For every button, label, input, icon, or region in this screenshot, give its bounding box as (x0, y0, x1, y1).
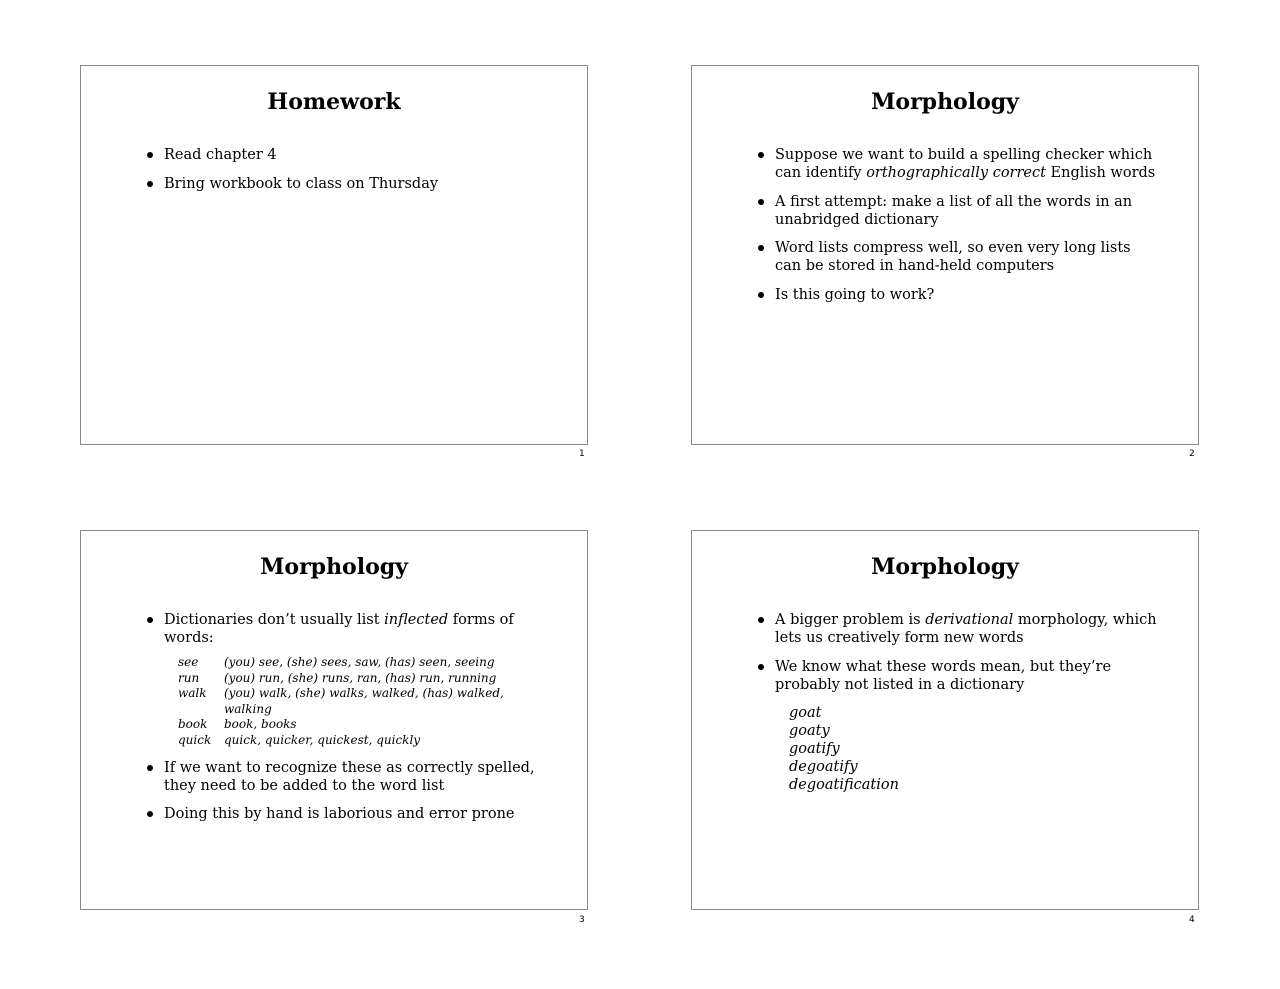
bullet-item (775, 658, 1159, 794)
emphasis-text: orthographically correct (866, 165, 1046, 181)
slide-2 (691, 65, 1199, 445)
table-row (178, 733, 544, 749)
bullet-item: Doing this by hand is laborious and error prone (164, 805, 544, 823)
slide-3 (80, 530, 588, 910)
bullet-item: Read chapter 4 (164, 146, 564, 164)
emphasis-text: inflected (384, 612, 449, 628)
slide-title: Morphology (260, 554, 408, 580)
table-cell-forms: quick, quicker, quickest, quickly (224, 732, 421, 747)
slide-title: Morphology (871, 89, 1019, 115)
bullet-item: A first attempt: make a list of all the words in an unabridged dictionary (775, 193, 1159, 229)
derived-word: degoatify (789, 758, 858, 775)
emphasis-text: derivational (925, 612, 1014, 628)
bullet-item: If we want to recognize these as correctly spelled, they need to be added to the word list (164, 759, 544, 795)
table-cell-word: run (178, 670, 200, 685)
bullet-text: English words (1045, 165, 1156, 181)
derived-word-list (789, 704, 1159, 794)
bullet-item (164, 611, 544, 748)
bullet-list (775, 146, 1159, 314)
table-cell-word: walk (178, 686, 207, 700)
table-cell-word: see (178, 655, 199, 669)
bullet-list (164, 611, 544, 834)
bullet-text: Dictionaries don’t usually list (164, 612, 385, 628)
bullet-text: forms of words: (164, 612, 514, 646)
bullet-list (164, 146, 564, 203)
inflection-table (178, 655, 544, 748)
table-cell-word: quick (178, 732, 212, 747)
table-row (178, 671, 544, 687)
derived-word: goatify (789, 740, 840, 757)
bullet-text: morphology, which lets us creatively form new words (775, 612, 1157, 646)
slide-1 (80, 65, 588, 445)
table-row (178, 655, 544, 671)
bullet-text: A bigger problem is (775, 612, 926, 628)
bullet-item (775, 611, 1159, 647)
bullet-item: Word lists compress well, so even very long lists can be stored in hand-held computers (775, 239, 1159, 275)
bullet-item (775, 146, 1159, 182)
slide-title: Morphology (871, 554, 1019, 580)
bullet-text: Suppose we want to build a spelling checker which can identify (775, 147, 1153, 181)
bullet-item: Is this going to work? (775, 286, 1159, 304)
derived-word: goat (789, 704, 822, 721)
table-row (178, 717, 544, 733)
table-cell-forms: (you) walk, (she) walks, walked, (has) walked, walking (224, 686, 504, 716)
table-cell-word: book (178, 717, 208, 731)
derived-word: degoatification (789, 776, 899, 793)
page-number: 3 (579, 915, 585, 925)
derived-word: goaty (789, 722, 830, 739)
table-row (178, 686, 544, 717)
bullet-item: Bring workbook to class on Thursday (164, 175, 564, 193)
table-cell-forms: book, books (224, 717, 297, 731)
slide-4 (691, 530, 1199, 910)
table-cell-forms: (you) see, (she) sees, saw, (has) seen, seeing (224, 655, 495, 669)
bullet-text: We know what these words mean, but they’re probably not listed in a dictionary (775, 658, 1112, 693)
table-cell-forms: (you) run, (she) runs, ran, (has) run, running (224, 670, 497, 685)
page-number: 1 (579, 449, 585, 459)
bullet-list (775, 611, 1159, 804)
slide-title: Homework (267, 89, 401, 115)
page-number: 4 (1189, 915, 1195, 925)
page-number: 2 (1189, 449, 1195, 459)
